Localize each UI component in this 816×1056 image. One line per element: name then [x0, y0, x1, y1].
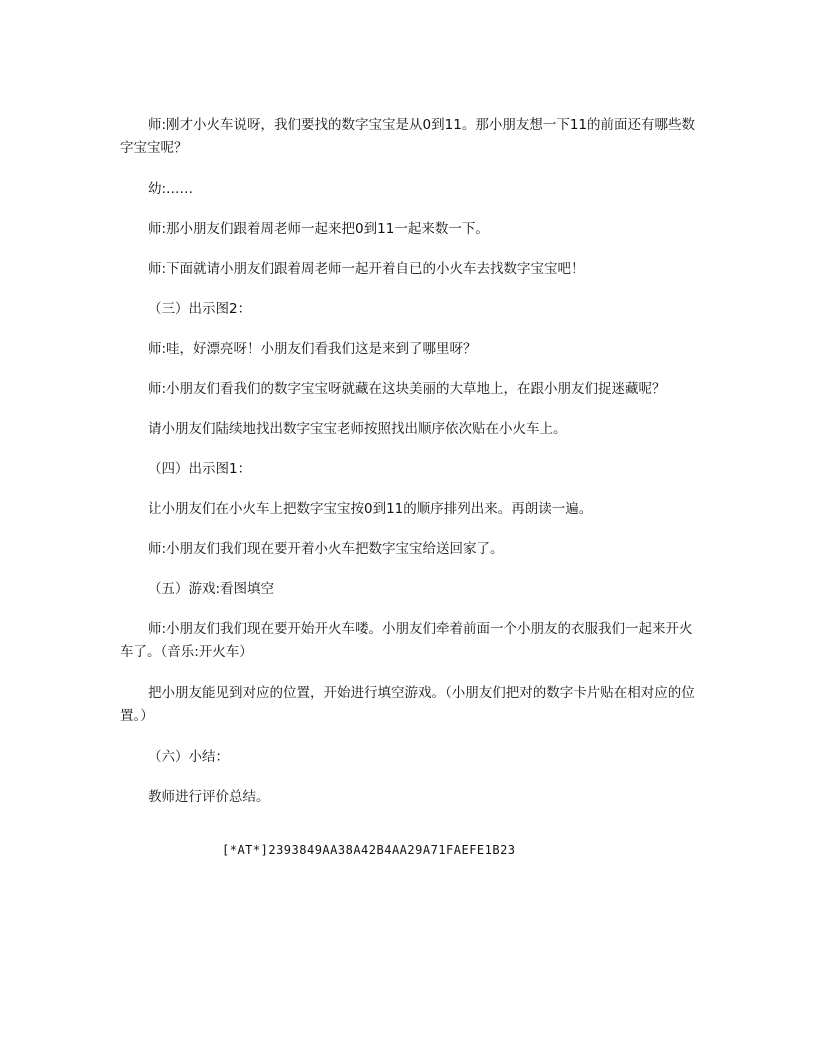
- paragraph-3: 师:那小朋友们跟着周老师一起来把0到11一起来数一下。: [148, 221, 489, 237]
- paragraph-2: 幼:……: [148, 181, 194, 197]
- section-heading-6: （六）小结：: [148, 749, 229, 765]
- section-heading-3: （三）出示图2：: [148, 301, 252, 317]
- paragraph-12: 教师进行评价总结。: [148, 789, 270, 805]
- section-heading-4: （四）出示图1：: [148, 461, 252, 477]
- paragraph-7: 请小朋友们陆续地找出数字宝宝老师按照找出顺序依次贴在小火车上。: [148, 421, 567, 437]
- paragraph-11: 把小朋友能见到对应的位置，开始进行填空游戏。（小朋友们把对的数字卡片贴在相对应的位置。）: [120, 685, 695, 724]
- paragraph-9: 师:小朋友们我们现在要开着小火车把数字宝宝给送回家了。: [148, 541, 504, 557]
- paragraph-6: 师:小朋友们看我们的数字宝宝呀就藏在这块美丽的大草地上，在跟小朋友们捉迷藏呢？: [148, 381, 666, 397]
- paragraph-10: 师:小朋友们我们现在要开始开火车喽。小朋友们牵着前面一个小朋友的衣服我们一起来开火车了。（音乐:开火车）: [120, 621, 693, 660]
- paragraph-4: 师:下面就请小朋友们跟着周老师一起开着自已的小火车去找数字宝宝吧！: [148, 261, 585, 277]
- paragraph-1: 师:刚才小火车说呀，我们要找的数字宝宝是从0到11。那小朋友想一下11的前面还有哪些数字宝宝呢？: [120, 117, 695, 156]
- paragraph-8: 让小朋友们在小火车上把数字宝宝按0到11的顺序排列出来。再朗读一遍。: [148, 501, 593, 517]
- paragraph-5: 师:哇，好漂亮呀！小朋友们看我们这是来到了哪里呀？: [148, 341, 477, 357]
- footer-code: [*AT*]2393849AA38A42B4AA29A71FAEFE1B23: [222, 843, 516, 857]
- section-heading-5: （五）游戏:看图填空: [148, 581, 275, 597]
